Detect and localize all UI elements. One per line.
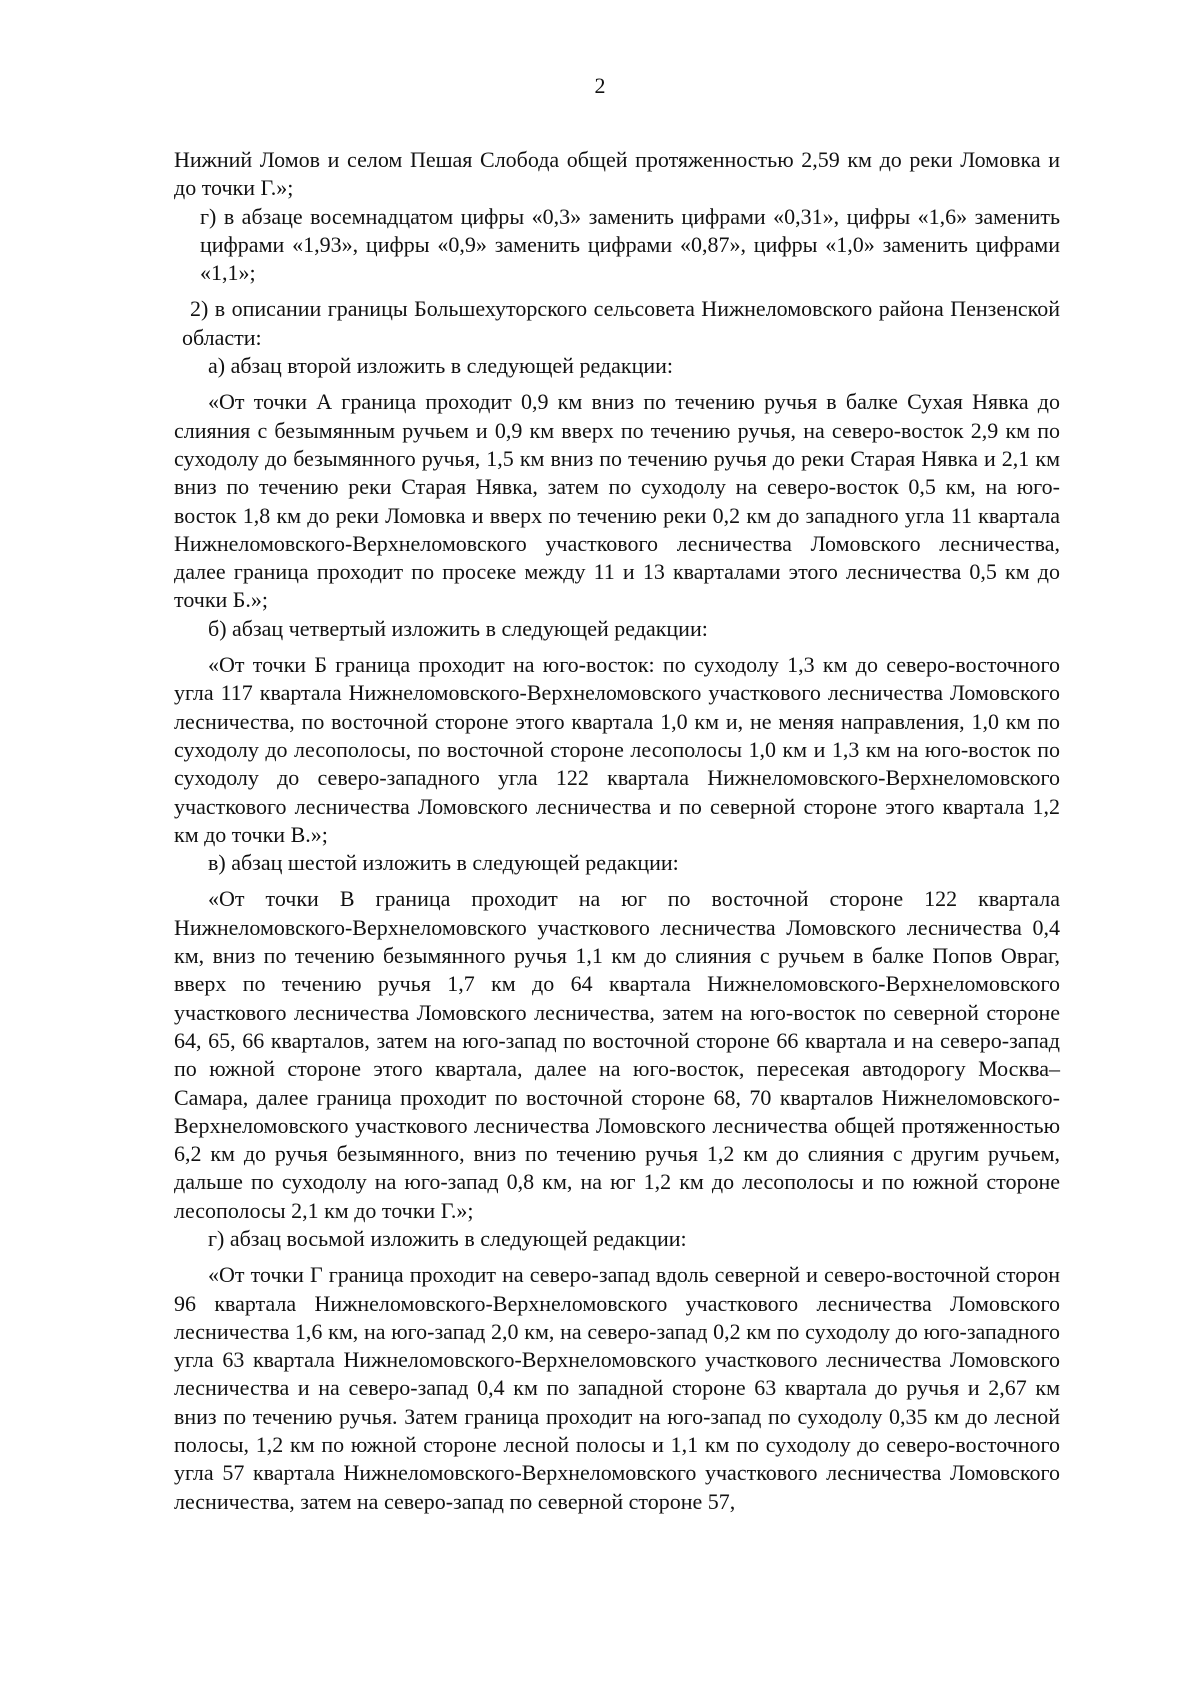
paragraph-subitem-b: б) абзац четвертый изложить в следующей редакции: <box>208 615 708 641</box>
paragraph-subitem-g2: г) абзац восьмой изложить в следующей редакции: <box>208 1225 687 1251</box>
page-number: 2 <box>594 73 606 98</box>
paragraph-subitem-a: а) абзац второй изложить в следующей редакции: <box>208 353 673 379</box>
paragraph-subitem-v: в) абзац шестой изложить в следующей редакции: <box>208 850 679 876</box>
paragraph-quote-v: «От точки В граница проходит на юг по восточной стороне 122 квартала Нижнеломовского-Верхнеломовского участкового лесничества Ломовского лесничества 0,4 км, вниз по течению безымянного ручья 1,1 км до слияния с ручьем в балке Попов Овраг, вверх по течению ручья 1,7 км до 64 квартала Нижнеломовского-Верхнеломовского участкового лесничества Ломовского лесничества, затем на юго-восток по северной стороне 64, 65, 66 кварталов, затем на юго-запад по восточной стороне 66 квартала и на северо-запад по южной стороне этого квартала, далее на юго-восток, пересекая автодорогу Москва–Самара, далее граница проходит по восточной стороне 68, 70 кварталов Нижнеломовского-Верхнеломовского участкового лесничества Ломовского лесничества общей протяженностью 6,2 км до ручья безымянного, вниз по течению ручья 1,2 км до слияния с другим ручьем, дальше по суходолу на юго-запад 0,8 км, на юг 1,2 км до лесополосы и по южной стороне лесополосы 2,1 км до точки Г.»; <box>174 886 1060 1223</box>
paragraph-continuation: Нижний Ломов и селом Пешая Слобода общей протяженностью 2,59 км до реки Ломовка и до точки Г.»; <box>174 147 1060 201</box>
paragraph-subitem-g: г) в абзаце восемнадцатом цифры «0,3» заменить цифрами «0,31», цифры «1,6» заменить цифрами «1,93», цифры «0,9» заменить цифрами «0,87», цифры «1,0» заменить цифрами «1,1»; <box>200 203 1060 286</box>
paragraph-quote-a: «От точки А граница проходит 0,9 км вниз по течению ручья в балке Сухая Нявка до слияния с безымянным ручьем и 0,9 км вверх по течению ручья, на северо-восток 2,9 км по суходолу до безымянного ручья, 1,5 км вниз по течению ручья до реки Старая Нявка и 2,1 км вниз по течению реки Старая Нявка, затем по суходолу на северо-восток 0,5 км, на юго-восток 1,8 км до реки Ломовка и вверх по течению реки 0,2 км до западного угла 11 квартала Нижнеломовского-Верхнеломовского участкового лесничества Ломовского лесничества, далее граница проходит по просеке между 11 и 13 кварталами этого лесничества 0,5 км до точки Б.»; <box>174 389 1060 613</box>
paragraph-quote-g: «От точки Г граница проходит на северо-запад вдоль северной и северо-восточной сторон 96 квартала Нижнеломовского-Верхнеломовского участкового лесничества Ломовского лесничества 1,6 км, на юго-запад 2,0 км, на северо-запад 0,2 км по суходолу до юго-западного угла 63 квартала Нижнеломовского-Верхнеломовского участкового лесничества Ломовского лесничества и на северо-запад 0,4 км по западной стороне 63 квартала до ручья и 2,67 км вниз по течению ручья. Затем граница проходит на юго-запад по суходолу 0,35 км до лесной полосы, 1,2 км по южной стороне лесной полосы и 1,1 км по суходолу до северо-восточного угла 57 квартала Нижнеломовского-Верхнеломовского участкового лесничества Ломовского лесничества, затем на северо-запад по северной стороне 57, <box>174 1262 1060 1514</box>
paragraph-item-2: 2) в описании границы Большехуторского сельсовета Нижнеломовского района Пензенской области: <box>182 296 1060 350</box>
document-body <box>174 146 1060 1516</box>
paragraph-quote-b: «От точки Б граница проходит на юго-восток: по суходолу 1,3 км до северо-восточного угла 117 квартала Нижнеломовского-Верхнеломовского участкового лесничества Ломовского лесничества, по восточной стороне этого квартала 1,0 км и, не меняя направления, 1,0 км по суходолу до лесополосы, по восточной стороне лесополосы 1,0 км и 1,3 км на юго-восток по суходолу до северо-западного угла 122 квартала Нижнеломовского-Верхнеломовского участкового лесничества Ломовского лесничества и по северной стороне этого квартала 1,2 км до точки В.»; <box>174 652 1060 847</box>
